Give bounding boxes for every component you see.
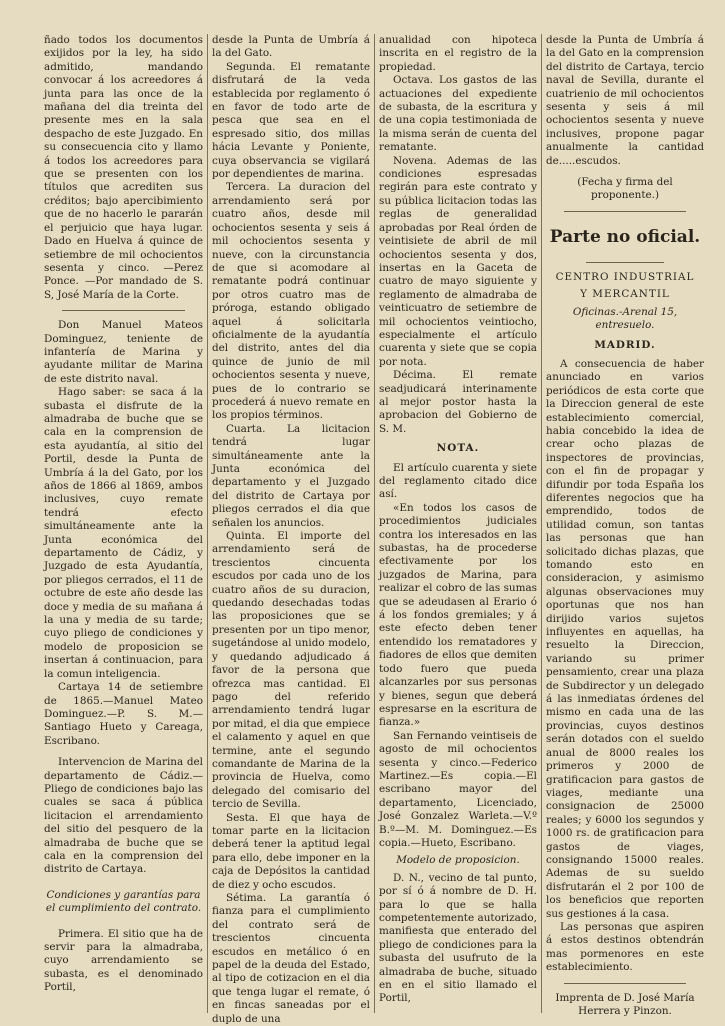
column-2 bbox=[207, 34, 374, 1025]
spacer bbox=[44, 920, 203, 928]
section-title: Parte no oficial. bbox=[549, 226, 701, 247]
city-heading: MADRID. bbox=[594, 338, 656, 351]
paragraph: El artículo cuarenta y siete del reglamento citado dice así. bbox=[379, 461, 537, 501]
spacer bbox=[44, 748, 203, 756]
paragraph: desde la Punta de Umbría á la del Gato. bbox=[212, 34, 370, 60]
paragraph: Hago saber: se saca á la subasta el disfrute de la almadraba de buche que se cala en la comprension de esta ayudantía, al sitio del Portil, desde la Punta de Umbría á la del Gato, por los años de 1866 al 1869, ambos inclusives, cuyo remate tendrá efecto simultáneamente ante la Junta económica del departamento de Cádiz, y Juzgado de esta Ayudantía, por pliegos cerrados, el 11 de octubre de este año desde las doce y media de su mañana á la una y media de su tarde; cuyo pliego de condiciones y modelo de proposicion se insertan á continuacion, para la comun inteligencia. bbox=[44, 386, 203, 680]
signature-note: (Fecha y firma del proponente.) bbox=[577, 176, 673, 202]
nota-heading: NOTA. bbox=[436, 442, 480, 455]
divider bbox=[564, 211, 686, 212]
divider bbox=[62, 310, 185, 311]
org-name-line2: Y MERCANTIL bbox=[580, 288, 670, 301]
paragraph: Cartaya 14 de setiembre de 1865.—Manuel Mateo Dominguez.—P. S. M.—Santiago Hueto y Careaga, Escribano. bbox=[44, 681, 203, 747]
column-1 bbox=[40, 34, 207, 1013]
paragraph: D. N., vecino de tal punto, por sí ó á nombre de D. H. para lo que se halla competentemente autorizado, manifiesta que enterado del pliego de condiciones para la subasta del usufruto de la almadraba de buche, situado en en el sitio llamado el Portil, bbox=[379, 871, 537, 1005]
spacer bbox=[44, 877, 203, 885]
paragraph: Novena. Ademas de las condiciones espresadas regirán para este contrato y su pública licitacion todas las reglas de generalidad aprobadas por Real órden de veintisiete de abril de mil ochocientos sesenta y dos, insertas en la Gaceta de cuatro de mayo siguiente y reglamento de almadraba de veinticuatro de setiembre de mil ochocientos veintiocho, especialmente el artículo cuarenta y siete que se copia por nota. bbox=[379, 154, 537, 368]
paragraph: «En todos los casos de procedimientos judiciales contra los interesados en las subastas, ha de procederse efectivamente por los juzgados de Marina, para realizar el cobro de las sumas que se adeudasen al Erario ó á los fondos gremiales; y á este efecto deben tener entendido los rematadores y fiadores de ellos que demiten todo fuero que pueda alcanzarles por sus personas y bienes, segun que deberá espresarse en la escritura de fianza.» bbox=[379, 501, 537, 729]
section-subtitle: Condiciones y garantías para el cumplimiento del contrato. bbox=[45, 888, 202, 915]
office-address: Oficinas.-Arenal 15, entresuelo. bbox=[572, 305, 678, 332]
paragraph: Don Manuel Mateos Dominguez, teniente de infantería de Marina y ayudante militar de Marina de este distrito naval. bbox=[44, 319, 203, 385]
printer-credit: Imprenta de D. José María Herrera y Pinzon. bbox=[555, 991, 695, 1017]
paragraph: Cuarta. La licitacion tendrá lugar simultáneamente ante la Junta económica del departamento y el Juzgado del distrito de Cartaya por pliegos cerrados el dia que señalen los anuncios. bbox=[212, 422, 370, 529]
paragraph: A consecuencia de haber anunciado en varios periódicos de esta corte que la Direccion general de este establecimiento comercial, habia concebido la idea de crear ocho plazas de inspectores de provincias, con el fin de propagar y difundir por toda España los diferentes negocios que ha emprendido, todos de utilidad comun, son tantas las personas que han solicitado dichas plazas, que tomando esto en consideracion, y asimismo algunas observaciones muy oportunas que nos han dirijido varios sujetos influyentes en aquellas, ha resuelto la Direccion, variando su primer pensamiento, crear una plaza de Subdirector y un delegado á las inmediatas órdenes del mismo en cada una de las provincias, cuyos destinos serán dotados con el sueldo anual de 8000 reales los primeros y 2000 de gratificacion para gastos de viages, mediante una consignacion de 25000 reales; y 6000 los segundos y 1000 rs. de gratificacion para gastos de viages, consignando 15000 reales. Ademas de su sueldo disfrutarán el 2 por 100 de los beneficios que reporten sus gestiones á la casa. bbox=[546, 357, 704, 920]
paragraph: Las personas que aspiren á estos destinos obtendrán mas pormenores en este establecimiento. bbox=[546, 920, 704, 974]
divider bbox=[564, 983, 686, 984]
paragraph: Octava. Los gastos de las actuaciones del expediente de subasta, de la escritura y de una copia testimoniada de la misma serán de cuenta del rematante. bbox=[379, 74, 537, 154]
paragraph: Primera. El sitio que ha de servir para la almadraba, cuyo arrendamiento se subasta, es el denominado Portil, bbox=[44, 927, 203, 994]
paragraph: Décima. El remate seadjudicará interinamente al mejor postor hasta la aprobacion del Gobierno de S. M. bbox=[379, 369, 537, 435]
divider bbox=[586, 262, 664, 263]
paragraph: Sesta. El que haya de tomar parte en la licitacion deberá tener la aptitud legal para ello, debe imponer en la caja de Depósitos la cantidad de diez y ocho escudos. bbox=[212, 811, 370, 891]
paragraph: ñado todos los documentos exijidos por la ley, ha sido admitido, mandando convocar á los acreedores á junta para las once de la mañana del dia treinta del presente mes en la sala despacho de este Juzgado. En su consecuencia cito y llamo á todos los acreedores para que se presenten con los títulos que acrediten sus créditos; bajo apercibimiento que de no hacerlo le pararán el perjuicio que haya lugar. Dado en Huelva á quince de setiembre de mil ochocientos sesenta y cinco. —Perez Ponce. —Por mandado de S. S, José María de la Corte. bbox=[44, 34, 203, 301]
column-4 bbox=[541, 34, 708, 1017]
paragraph: Intervencion de Marina del departamento de Cádiz.—Pliego de condiciones bajo las cuales se saca á pública licitacion el arrendamiento del sitio del pesquero de la almadraba de buche que se cala en la comprension del distrito de Cartaya. bbox=[44, 756, 203, 876]
paragraph: Quinta. El importe del arrendamiento será de trescientos cincuenta escudos por cada uno de los cuatro años de su duracion, quedando desechadas todas las proposiciones que se presenten por un tipo menor, sugetándose al unido modelo, y quedando adjudicado á favor de la persona que ofrezca mas cantidad. El pago del referido arrendamiento tendrá lugar por mitad, el dia que empiece el calamento y aquel en que termine, ante el segundo comandante de Marina de la provincia de Huelva, como delegado del comisario del tercio de Sevilla. bbox=[212, 530, 370, 811]
text-columns bbox=[40, 34, 711, 1025]
paragraph: Sétima. La garantía ó fianza para el cumplimiento del contrato será de trescientos cincuenta escudos en metálico ó en papel de la deuda del Estado, al tipo de cotizacion en el dia que tenga lugar el remate, ó en fincas saneadas por el duplo de una bbox=[212, 892, 370, 1025]
section-subtitle: Modelo de proposicion. bbox=[396, 854, 520, 867]
column-3 bbox=[374, 34, 541, 1013]
paragraph: anualidad con hipoteca inscrita en el registro de la propiedad. bbox=[379, 34, 537, 73]
paragraph: Segunda. El rematante disfrutará de la veda establecida por reglamento ó en favor de todo arte de pesca que sea en el espresado sitio, dos millas hácia Levante y Poniente, cuya observancia se vigilará por dependientes de marina. bbox=[212, 60, 370, 181]
paragraph: desde la Punta de Umbría á la del Gato en la comprension del distrito de Cartaya, tercio naval de Sevilla, durante el cuatrienio de mil ochocientos sesenta y seis á mil ochocientos sesenta y nueve inclusives, propone pagar anualmente la cantidad de.....escudos. bbox=[546, 34, 704, 167]
paragraph: San Fernando veintiseis de agosto de mil ochocientos sesenta y cinco.—Federico Martinez.—Es copia.—El escribano mayor del departamento, Licenciado, José Gonzalez Warleta.—V.º B.º—M. M. Dominguez.—Es copia.—Hueto, Escribano. bbox=[379, 729, 537, 849]
paragraph: Tercera. La duracion del arrendamiento será por cuatro años, desde mil ochocientos sesenta y seis á mil ochocientos sesenta y nueve, con la circunstancia de que si acomodare al rematante podrá continuar por otros cuatro mas de prórogа, estando obligado aquel á solicitarla oficialmente de la ayudantía del distrito, antes del dia quince de junio de mil ochocientos sesenta y nueve, pues de lo contrario se procederá á nuevo remate en los propios términos. bbox=[212, 181, 370, 422]
org-name-line1: CENTRO INDUSTRIAL bbox=[555, 270, 695, 283]
